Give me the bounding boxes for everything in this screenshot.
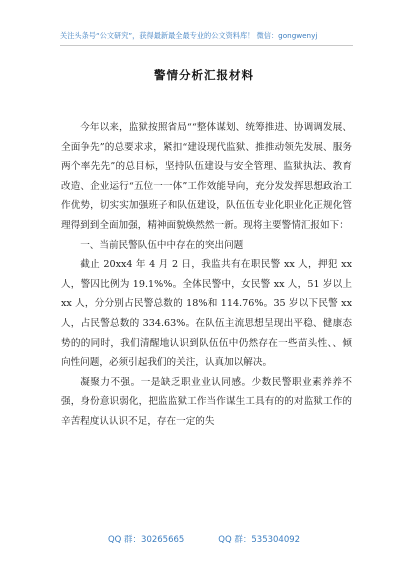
qq-group-number-1: 30265665 xyxy=(141,535,185,545)
paragraph-cohesion: 凝聚力不强。一是缺乏职业业认同感。少数民警职业素养养不强，身份意识弱化，把监监狱工作当作谋生工具有的的对监狱工作的辛苦程度认认识不足，存在一定的失 xyxy=(61,376,352,427)
paragraph-intro: 今年以来，监狱按照省局““整体谋划、统筹推进、协调调发展、全面争先”的总要求求，紧扣“建设现代监狱、推推动领先发展、服务两个率先先”的总目标，坚持队伍建设与安全管理、监狱执法、教育改造、企业运行“五位一一体”工作效能导向，充分发发挥思想政治工作优势，切实实加强班子和队伍建设，队伍伍专业化职业化正规化管理得到到全面加强，精神面貌焕然然一新。现将主要警情汇报如下： xyxy=(61,122,352,231)
qq-group-number-2: 535304092 xyxy=(251,535,301,545)
document-title: 警情分析汇报材料 xyxy=(154,68,254,82)
header-promo-text: 关注头条号“公文研究”，获得最新最全最专业的公文资料库！ 微信：gongwenyj xyxy=(60,31,318,40)
footer-qq-groups xyxy=(0,533,408,545)
section-heading-1: 一、当前民警队伍中中存在的突出问题 xyxy=(80,239,244,251)
qq-group-label-1: QQ 群： xyxy=(107,535,142,545)
paragraph-statistics: 截止 20xx4 年 4 月 2 日，我监共有在职民警 xx 人，押犯 xx 人，警囚比例为 19.1%%。全体民警中，女民警 xx 人，51 岁以上 xx 人，分分别占民警总数的 18%和 114.76%。35 岁以下民警 xx 人，占民警总数的 334.63%。在队伍主流思想呈现出平稳、健康态势的的同时，我们清醒地认识到队伍伍中仍然存在一些苗头性、、倾向性问题，必须引起我们的关注，认真加以解决。 xyxy=(61,259,352,369)
header-divider xyxy=(60,45,353,46)
qq-group-label-2: QQ 群： xyxy=(218,535,252,545)
document-body xyxy=(61,118,352,432)
